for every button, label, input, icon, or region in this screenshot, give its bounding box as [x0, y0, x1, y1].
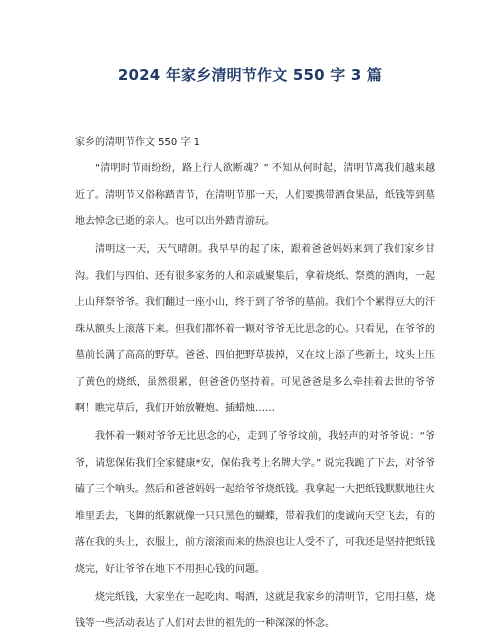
document-title: 2024 年家乡清明节作文 550 字 3 篇: [117, 66, 383, 84]
paragraph-2: 清明这一天，天气晴朗。我早早的起了床，跟着爸爸妈妈来到了我们家乡甘沟。我们与四伯、还有很多家务的人和亲戚聚集后，拿着烧纸、祭奠的酒肉，一起上山拜祭爷爷。我们翻过一座小山，终于到了爷爷的墓前。我们个个累得豆大的汗珠从额头上滚落下来。但我们都怀着一颗对爷爷无比思念的心。只看见，在爷爷的墓前长满了高高的野草。爸爸、四伯把野草拔掉，又在坟上添了些新土，坟头上压了黄色的烧纸，虽然很累，但爸爸仍坚持着。可见爸爸是多么牵挂着去世的爷爷啊！瞧完草后，我们开始放鞭炮、插蜡烛……: [75, 244, 435, 414]
article-body: [75, 156, 435, 639]
paragraph-4: 烧完纸钱，大家坐在一起吃肉、喝酒，这就是我家乡的清明节，它用扫墓，烧钱等一些活动表达了人们对去世的祖先的一种深深的怀念。: [75, 591, 435, 629]
section-heading: 家乡的清明节作文 550 字 1: [75, 137, 200, 148]
paragraph-3: 我怀着一颗对爷爷无比思念的心，走到了爷爷坟前，我轻声的对爷爷说：“爷爷，请您保佑我们全家健康*安，保佑我考上名牌大学。” 说完我跪了下去，对爷爷磕了三个响头。然后和爸爸妈妈一起给爷爷烧纸钱。我拿起一大把纸钱默默地往火堆里丢去，飞舞的纸絮就像一只只黑色的蝴蝶，带着我们的虔诚向天空飞去，有的落在我的头上，衣服上，前方滚滚而来的热浪也让人受不了，可我还是坚持把纸钱烧完，好让爷爷在地下不用担心钱的问题。: [75, 431, 435, 575]
paragraph-1: “清明时节雨纷纷，路上行人欲断魂？” 不知从何时起，清明节离我们越来越近了。清明节又俗称踏青节，在清明节那一天，人们要携带酒食果品，纸钱等到墓地去悼念已逝的亲人。也可以出外踏青游玩。: [75, 163, 435, 227]
